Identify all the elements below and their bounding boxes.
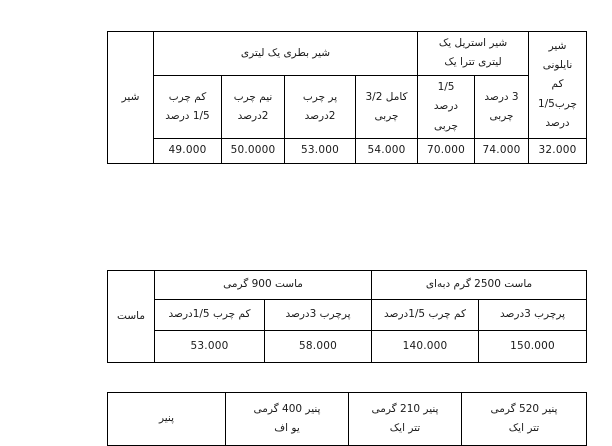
milk-group-nylon: شیر نایلونی کم چرب1/5 درصد	[529, 32, 587, 139]
table-row	[108, 139, 587, 163]
milk-subheader-low-fat: کم چرب 1/5 درصد	[154, 75, 222, 138]
yogurt-group-900g: ماست 900 گرمی	[155, 271, 372, 300]
yogurt-price-2500g-high-fat: 150.000	[479, 331, 587, 363]
milk-subheader-sterile-3pct: 3 درصد چربی	[475, 75, 529, 138]
cheese-group-400g: پنیر 400 گرمی یو اف	[226, 393, 349, 446]
milk-price-sterile-1-5pct: 70.000	[418, 139, 475, 163]
cheese-price-table	[107, 392, 587, 446]
milk-subheader-full-fat: کامل 3/2 چربی	[356, 75, 418, 138]
yogurt-subheader-900g-low-fat: کم چرب 1/5درصد	[155, 300, 265, 331]
cheese-row-label: پنیر	[108, 393, 226, 446]
milk-group-bottle: شیر بطری یک لیتری	[154, 32, 418, 76]
milk-price-table	[107, 31, 587, 164]
milk-price-nylon: 32.000	[529, 139, 587, 163]
yogurt-subheader-2500g-high-fat: پرچرب 3درصد	[479, 300, 587, 331]
yogurt-subheader-2500g-low-fat: کم چرب 1/5درصد	[372, 300, 479, 331]
table-row	[108, 393, 587, 446]
milk-price-sterile-3pct: 74.000	[475, 139, 529, 163]
table-row	[108, 271, 587, 300]
milk-price-low-fat: 49.000	[154, 139, 222, 163]
milk-subheader-sterile-1-5pct: 1/5 درصد چربی	[418, 75, 475, 138]
table-row	[108, 300, 587, 331]
table-row	[108, 32, 587, 76]
yogurt-price-table	[107, 270, 587, 363]
cheese-group-210g: پنیر 210 گرمی تتر ایک	[349, 393, 462, 446]
yogurt-group-2500g: ماست 2500 گرم دبه‌ای	[372, 271, 587, 300]
milk-subheader-high-fat: پر چرب 2درصد	[285, 75, 356, 138]
yogurt-price-900g-low-fat: 53.000	[155, 331, 265, 363]
table-row	[108, 331, 587, 363]
yogurt-price-2500g-low-fat: 140.000	[372, 331, 479, 363]
milk-group-sterile: شیر استریل یک لیتری تترا یک	[418, 32, 529, 76]
yogurt-price-900g-high-fat: 58.000	[265, 331, 372, 363]
milk-price-high-fat: 53.000	[285, 139, 356, 163]
milk-price-full-fat: 54.000	[356, 139, 418, 163]
yogurt-row-label: ماست	[108, 271, 155, 363]
milk-subheader-half-fat: نیم چرب 2درصد	[222, 75, 285, 138]
table-row	[108, 75, 587, 138]
milk-row-label: شیر	[108, 32, 154, 164]
cheese-group-520g: پنیر 520 گرمی تتر ایک	[462, 393, 587, 446]
yogurt-subheader-900g-high-fat: پرچرب 3درصد	[265, 300, 372, 331]
milk-price-half-fat: 50.0000	[222, 139, 285, 163]
